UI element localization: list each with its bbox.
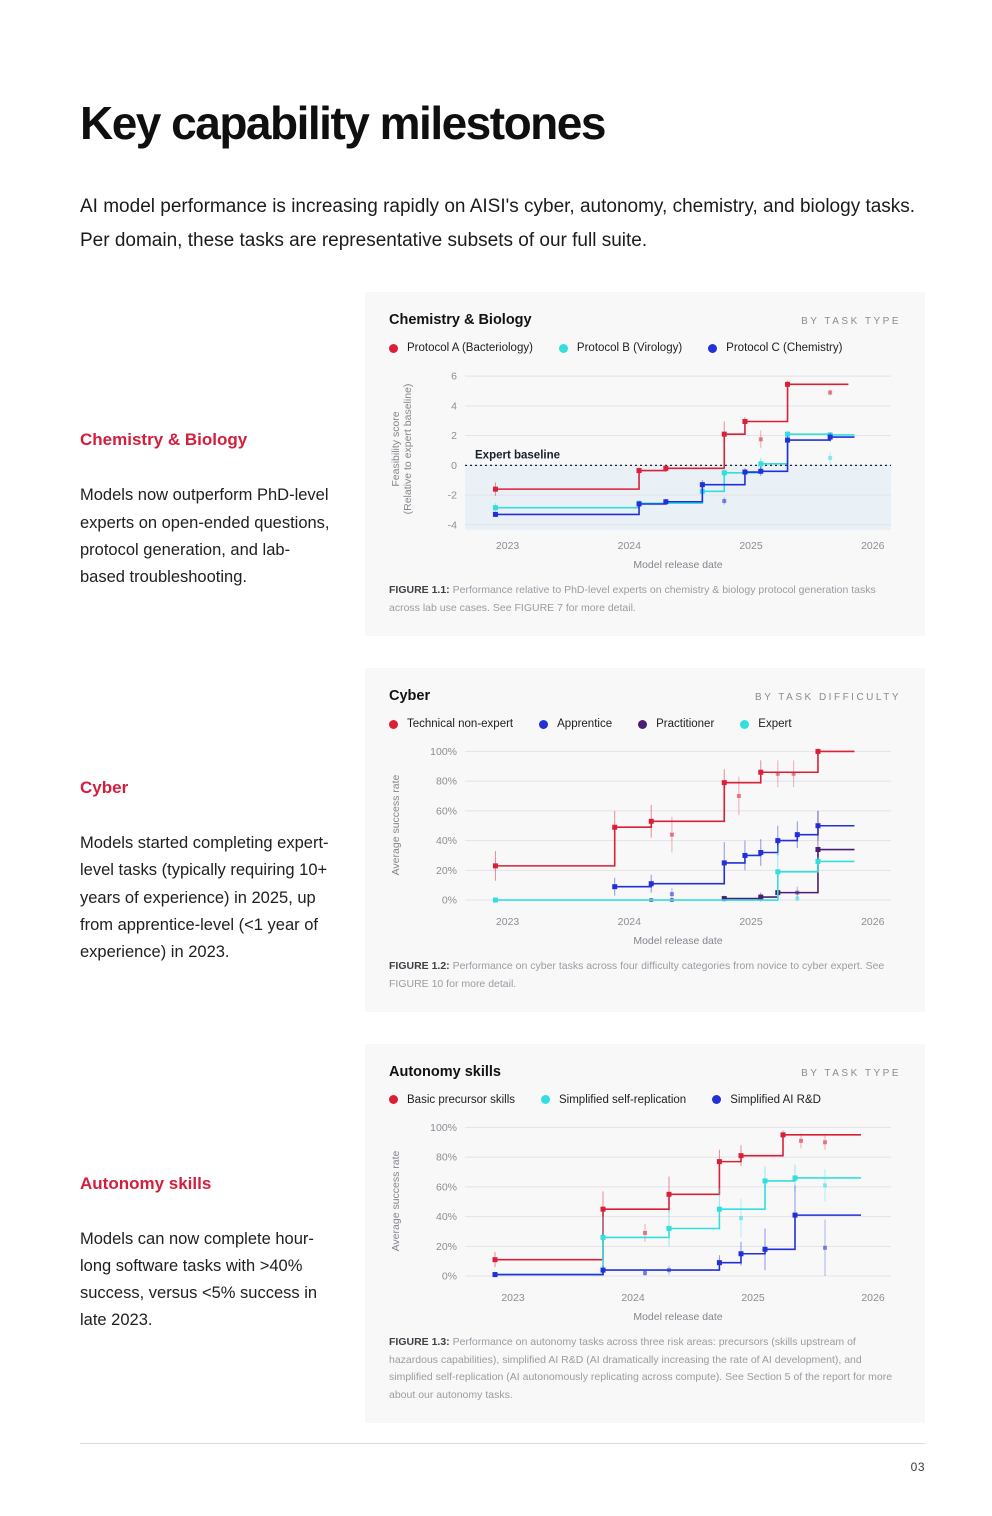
chart-panel-autonomy	[365, 1044, 925, 1423]
section-heading: Cyber	[80, 778, 129, 798]
svg-text:Average success rate: Average success rate	[390, 774, 402, 876]
svg-text:100%: 100%	[430, 1121, 457, 1134]
svg-text:2026: 2026	[861, 916, 885, 929]
svg-text:Model release date: Model release date	[633, 935, 723, 948]
legend-label: Protocol A (Bacteriology)	[407, 342, 533, 355]
legend-dot-icon	[740, 720, 749, 729]
section-chemistry-biology	[80, 292, 925, 636]
legend-dot-icon	[389, 1095, 398, 1104]
svg-text:40%: 40%	[435, 1210, 457, 1223]
svg-text:80%: 80%	[435, 775, 457, 788]
figure-caption-text: Performance on autonomy tasks across three risk areas: precursors (skills upstream of hazardous capabilities), simplified AI R&D (AI dramatically increasing the rate of AI development), and simplified self-replication (AI autonomously replicating across compute). See Section 5 of the report for more about our autonomy tasks.	[389, 1335, 893, 1402]
svg-text:Feasibility score: Feasibility score	[390, 411, 402, 488]
section-cyber	[80, 668, 925, 1012]
figure-caption	[389, 582, 901, 618]
figure-caption	[389, 958, 901, 994]
figure-caption-text: Performance on cyber tasks across four difficulty categories from novice to cyber expert. See FIGURE 10 for more detail.	[389, 960, 885, 990]
legend-label: Simplified AI R&D	[730, 1093, 821, 1106]
legend-item	[712, 1094, 821, 1106]
svg-text:6: 6	[451, 371, 457, 384]
section-text-column	[80, 292, 365, 636]
section-body: Models started completing expert-level tasks (typically requiring 10+ years of experience) in 2025, up from apprentice-level (<1 year of experience) in 2023.	[80, 834, 329, 961]
legend-item	[389, 718, 513, 730]
section-text-column	[80, 1044, 365, 1423]
svg-text:Average success rate: Average success rate	[390, 1150, 402, 1252]
legend-dot-icon	[389, 344, 398, 353]
legend-label: Simplified self-replication	[559, 1093, 687, 1106]
legend-item	[740, 718, 791, 730]
svg-text:(Relative to expert baseline): (Relative to expert baseline)	[402, 384, 414, 515]
legend-dot-icon	[539, 720, 548, 729]
legend-dot-icon	[389, 720, 398, 729]
figure-caption-label: FIGURE 1.2:	[389, 960, 450, 973]
svg-text:2023: 2023	[501, 1291, 525, 1304]
svg-text:Expert baseline: Expert baseline	[475, 449, 561, 462]
legend-label: Protocol B (Virology)	[576, 342, 683, 355]
legend-dot-icon	[712, 1095, 721, 1104]
svg-text:2023: 2023	[495, 540, 520, 553]
legend-item	[708, 342, 842, 354]
legend-label: Expert	[758, 718, 792, 731]
section-body: Models can now complete hour-long software tasks with >40% success, versus <5% success in late 2023.	[80, 1229, 318, 1330]
panel-tag: BY TASK TYPE	[801, 316, 901, 328]
legend-dot-icon	[541, 1095, 550, 1104]
svg-text:40%: 40%	[435, 835, 457, 848]
svg-text:Model release date: Model release date	[633, 559, 723, 572]
page-footer	[80, 1443, 925, 1476]
chart-legend	[389, 1094, 905, 1106]
svg-text:-4: -4	[447, 519, 457, 532]
svg-text:2025: 2025	[739, 540, 763, 553]
svg-text:2: 2	[451, 430, 457, 443]
legend-item	[539, 718, 612, 730]
svg-text:0%: 0%	[441, 894, 457, 907]
svg-text:-2: -2	[447, 489, 457, 502]
chart-panel-chemistry-biology	[365, 292, 925, 636]
section-autonomy-skills	[80, 1044, 925, 1423]
legend-label: Apprentice	[557, 718, 613, 731]
svg-text:4: 4	[451, 400, 457, 413]
svg-text:80%: 80%	[435, 1151, 457, 1164]
figure-caption-label: FIGURE 1.3:	[389, 1335, 450, 1348]
svg-text:2024: 2024	[617, 540, 641, 553]
section-text-column	[80, 668, 365, 1012]
svg-text:20%: 20%	[435, 1240, 457, 1253]
legend-dot-icon	[708, 344, 717, 353]
chart-legend	[389, 718, 905, 730]
svg-text:2024: 2024	[617, 916, 641, 929]
svg-text:2024: 2024	[621, 1291, 645, 1304]
svg-text:2026: 2026	[861, 1291, 885, 1304]
svg-text:0%: 0%	[441, 1270, 457, 1283]
svg-text:60%: 60%	[435, 1181, 457, 1194]
panel-title: Cyber	[389, 688, 431, 705]
legend-label: Basic precursor skills	[407, 1093, 515, 1106]
cyber-chart	[385, 734, 903, 952]
section-heading: Chemistry & Biology	[80, 430, 248, 450]
section-heading: Autonomy skills	[80, 1173, 212, 1193]
figure-caption-label: FIGURE 1.1:	[389, 584, 450, 597]
panel-tag: BY TASK TYPE	[801, 1067, 901, 1079]
legend-dot-icon	[559, 344, 568, 353]
legend-label: Protocol C (Chemistry)	[726, 342, 843, 355]
chart-legend	[389, 342, 905, 354]
legend-item	[638, 718, 714, 730]
panel-tag: BY TASK DIFFICULTY	[755, 692, 901, 704]
svg-text:0: 0	[451, 460, 457, 473]
panel-title: Autonomy skills	[389, 1063, 501, 1080]
legend-label: Technical non-expert	[407, 718, 514, 731]
svg-text:2025: 2025	[739, 916, 763, 929]
legend-dot-icon	[638, 720, 647, 729]
figure-caption	[389, 1334, 901, 1405]
svg-text:60%: 60%	[435, 805, 457, 818]
autonomy-chart	[385, 1110, 903, 1328]
page-title: Key capability milestones	[80, 97, 605, 149]
chart-panel-cyber	[365, 668, 925, 1012]
panel-title: Chemistry & Biology	[389, 312, 532, 329]
svg-text:2023: 2023	[495, 916, 520, 929]
legend-item	[389, 1094, 515, 1106]
svg-text:20%: 20%	[435, 864, 457, 877]
legend-item	[541, 1094, 686, 1106]
chemistry-biology-chart	[385, 358, 903, 576]
svg-text:2026: 2026	[861, 540, 885, 553]
figure-caption-text: Performance relative to PhD-level experts on chemistry & biology protocol generation tasks across lab use cases. See FIGURE 7 for more detail.	[389, 584, 876, 615]
section-body: Models now outperform PhD-level experts on open-ended questions, protocol generation, and lab-based troubleshooting.	[80, 486, 330, 587]
svg-text:Model release date: Model release date	[633, 1310, 723, 1323]
legend-item	[559, 342, 682, 354]
page-number: 03	[910, 1460, 925, 1475]
legend-label: Practitioner	[656, 718, 715, 731]
svg-text:100%: 100%	[430, 745, 457, 758]
svg-text:2025: 2025	[741, 1291, 765, 1304]
intro-paragraph: AI model performance is increasing rapidly on AISI's cyber, autonomy, chemistry, and biology tasks. Per domain, these tasks are representative subsets of our full suite.	[80, 196, 916, 252]
legend-item	[389, 342, 533, 354]
